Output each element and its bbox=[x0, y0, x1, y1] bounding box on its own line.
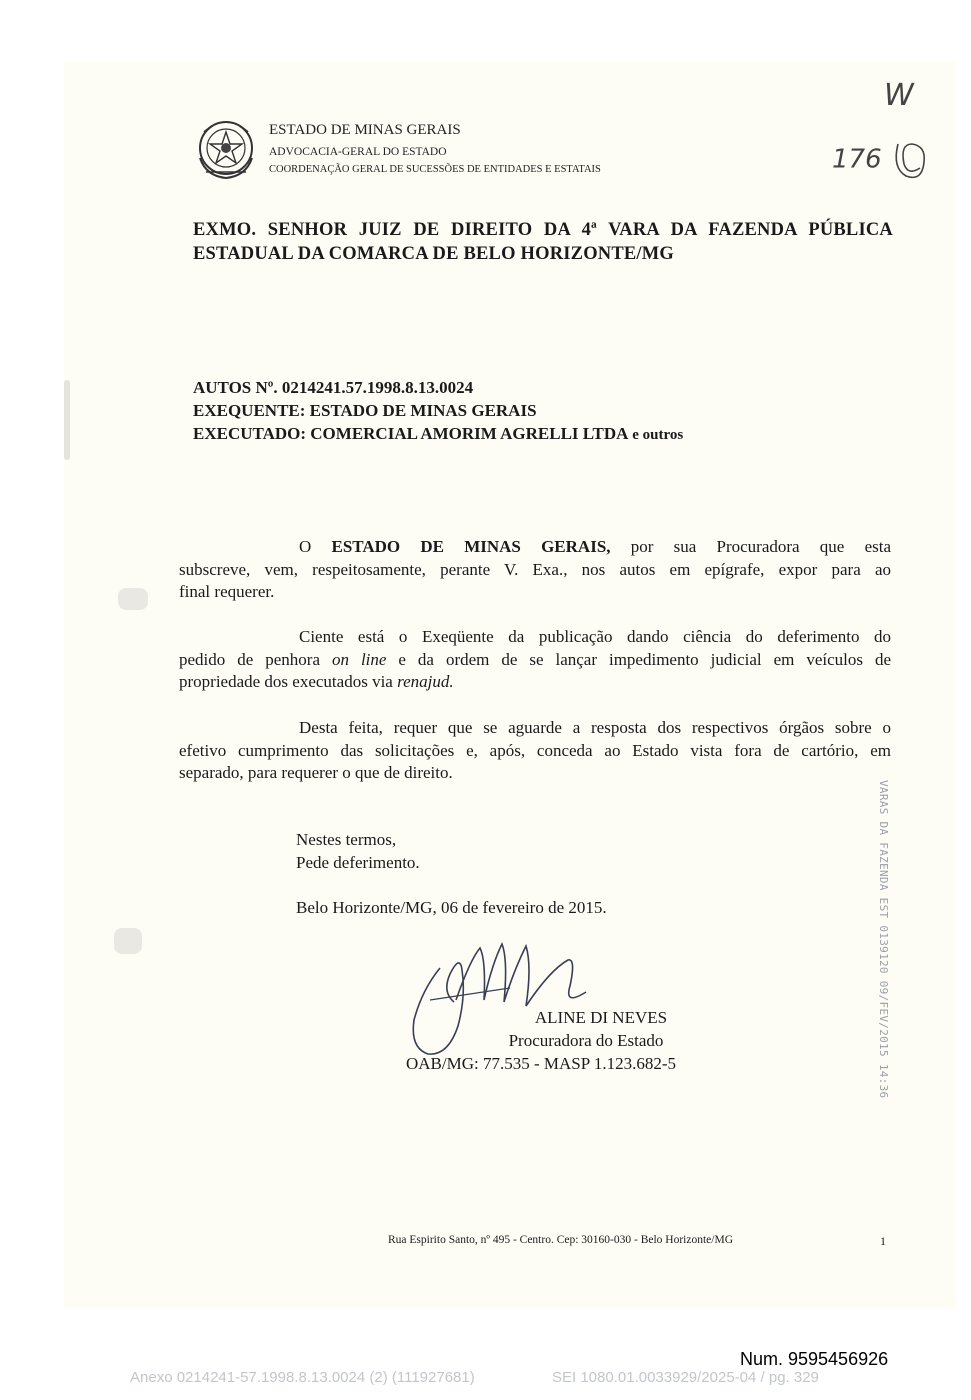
paragraph-line: propriedade dos executados via renajud. bbox=[179, 672, 454, 691]
document-number: Num. 9595456926 bbox=[740, 1349, 889, 1369]
addressee bbox=[193, 218, 893, 266]
paragraph-line: pedido de penhora on line e da ordem de se lançar impedimento judicial em veículos de bbox=[179, 649, 892, 669]
rubric-icon bbox=[890, 138, 928, 182]
closing-line: Nestes termos, bbox=[296, 830, 397, 849]
place-date: Belo Horizonte/MG, 06 de fevereiro de 2015. bbox=[296, 898, 607, 917]
paragraph-line: Ciente está o Exeqüente da publicação dando ciência do deferimento do bbox=[299, 627, 891, 646]
protocol-stamp: VARAS DA FAZENDA EST 0139120 09/FEV/2015 14:36 bbox=[877, 780, 890, 1099]
footer-address: Rua Espirito Santo, nº 495 - Centro. Cep: 30160-030 - Belo Horizonte/MG bbox=[388, 1234, 734, 1246]
closing-formula bbox=[296, 828, 420, 874]
scan-smudge bbox=[118, 588, 148, 610]
handwritten-folio: 176 bbox=[832, 138, 928, 182]
paragraph-line: O ESTADO DE MINAS GERAIS, por sua Procuradora que esta bbox=[299, 537, 891, 556]
paragraph-line: final requerer. bbox=[179, 582, 275, 601]
signatory-registration: OAB/MG: 77.535 - MASP 1.123.682-5 bbox=[406, 1054, 676, 1073]
scan-smudge bbox=[114, 928, 142, 954]
paragraph-line: efetivo cumprimento das solicitações e, após, conceda ao Estado vista fora de cartório, em bbox=[179, 740, 891, 760]
signatory-name: ALINE DI NEVES bbox=[534, 1008, 668, 1027]
paragraph-intro bbox=[179, 536, 891, 604]
signatory-role: Procuradora do Estado bbox=[508, 1031, 664, 1050]
coat-of-arms-icon bbox=[192, 118, 260, 182]
sei-watermark: SEI 1080.01.0033929/2025-04 / pg. 329 bbox=[552, 1369, 819, 1386]
case-defendant: EXECUTADO: COMERCIAL AMORIM AGRELLI LTDA e outros bbox=[193, 424, 684, 443]
paragraph-request bbox=[179, 717, 891, 785]
paragraph-line: Desta feita, requer que se aguarde a resposta dos respectivos órgãos sobre o bbox=[299, 718, 891, 737]
addressee-line: EXMO. SENHOR JUIZ DE DIREITO DA 4ª VARA DA FAZENDA PÚBLICA bbox=[193, 220, 893, 240]
page-number: 1 bbox=[880, 1234, 886, 1248]
paragraph-line: separado, para requerer o que de direito. bbox=[179, 763, 453, 782]
handwritten-mark: W bbox=[884, 78, 916, 113]
case-info bbox=[193, 376, 683, 447]
annex-watermark: Anexo 0214241-57.1998.8.13.0024 (2) (111927681) bbox=[130, 1369, 475, 1386]
scan-smudge bbox=[64, 380, 70, 460]
paragraph-notice bbox=[179, 626, 891, 694]
closing-line: Pede deferimento. bbox=[296, 853, 420, 872]
paragraph-line: subscreve, vem, respeitosamente, perante V. Exa., nos autos em epígrafe, expor para ao bbox=[179, 559, 891, 579]
case-plaintiff: EXEQUENTE: ESTADO DE MINAS GERAIS bbox=[193, 401, 537, 420]
header-agency: ADVOCACIA-GERAL DO ESTADO bbox=[269, 146, 447, 158]
case-number: AUTOS Nº. 0214241.57.1998.8.13.0024 bbox=[193, 378, 474, 397]
header-state: ESTADO DE MINAS GERAIS bbox=[269, 122, 461, 138]
header-department: COORDENAÇÃO GERAL DE SUCESSÕES DE ENTIDADES E ESTATAIS bbox=[269, 164, 601, 175]
addressee-line: ESTADUAL DA COMARCA DE BELO HORIZONTE/MG bbox=[193, 244, 675, 264]
signatory-block bbox=[386, 1006, 696, 1075]
